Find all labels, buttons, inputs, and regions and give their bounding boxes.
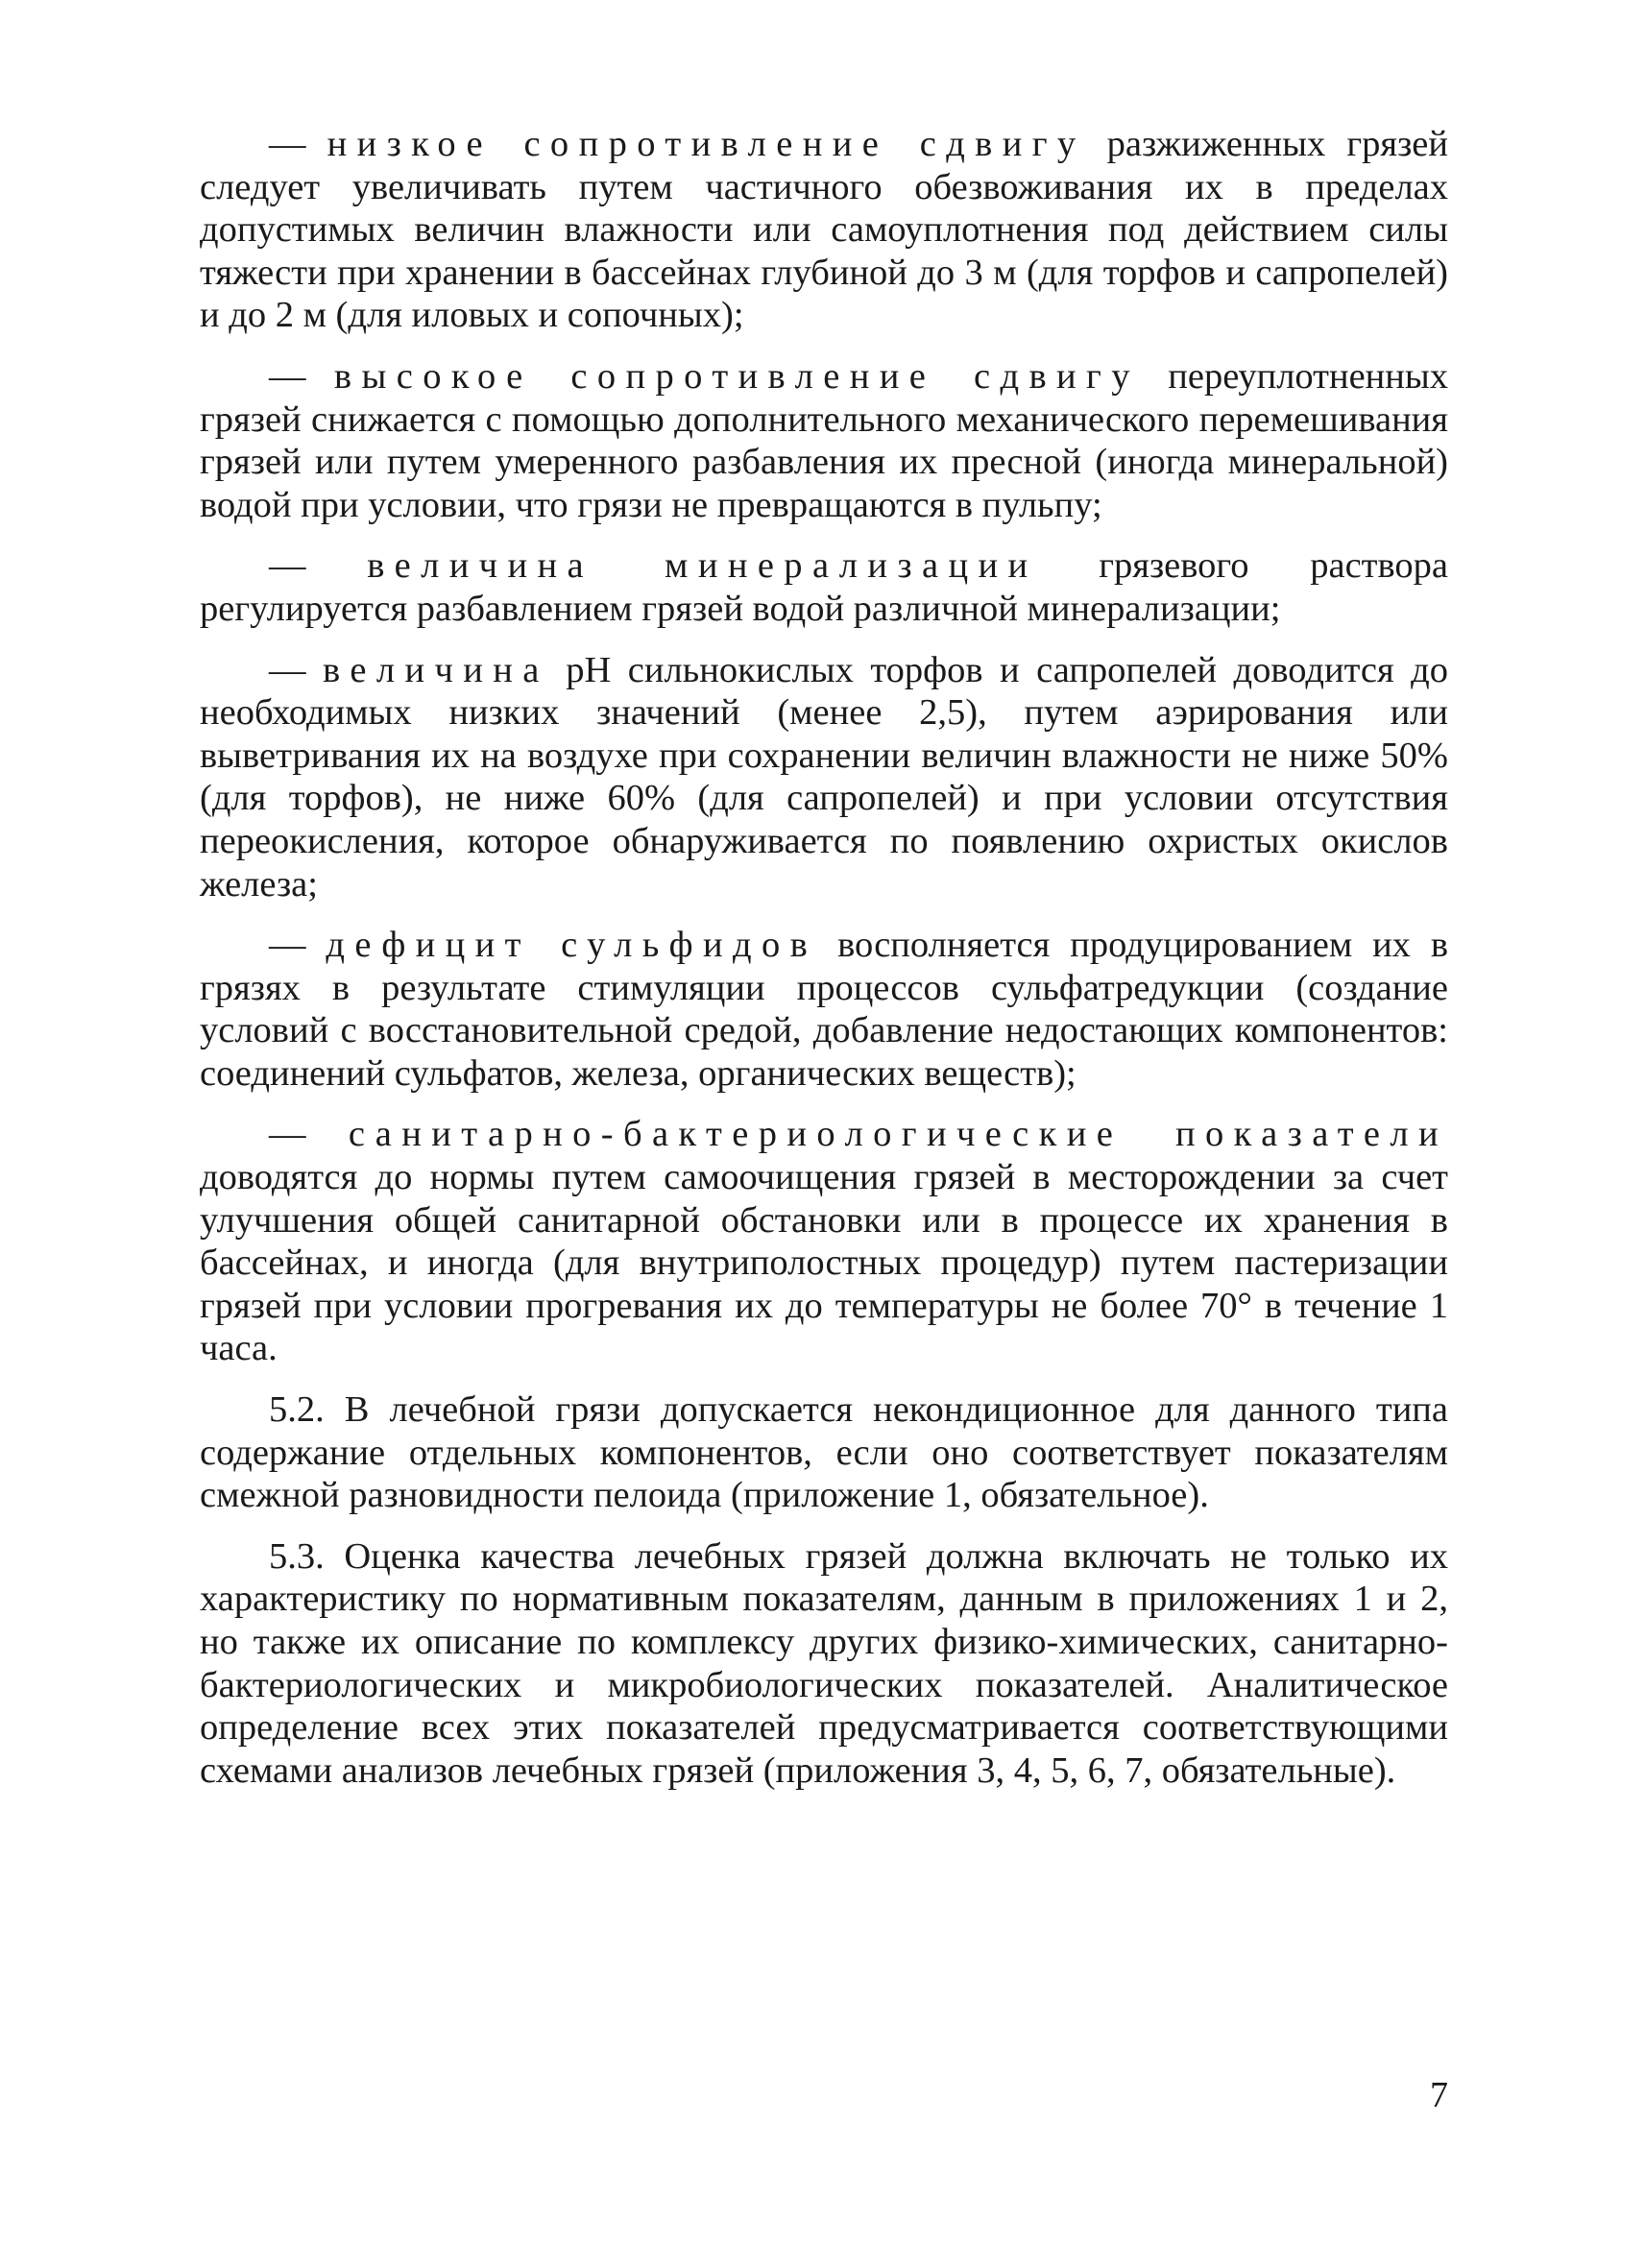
term: величина минерализации [367, 545, 1038, 587]
item-text: pH сильнокислых торфов и сапропелей доводится до необходимых низких значений (менее 2,5), путем аэрирования или выветривания их на воздухе при сохранении величин влажности не ниже 50% (для торфов), не ниже 60% (для сапропелей) и при условии отсутствия переокисления, которое обнаруживается по появлению охристых окислов железа; [200, 649, 1449, 905]
list-item [200, 544, 1448, 630]
item-text: восполняется продуцированием их в грязях в результате стимуляции процессов сульфатредукции (создание условий с восстановительной средой, добавление недостающих компонентов: соединений сульфатов, железа, органических веществ); [200, 925, 1448, 1094]
section-5-2: 5.2. В лечебной грязи допускается некондиционное для данного типа содержание отдельных компонентов, если оно соответствует показателям смежной разновидности пелоида (приложение 1, обязательное). [200, 1389, 1448, 1516]
term: высокое сопротивление сдвигу [333, 355, 1140, 397]
term: величина [323, 649, 549, 690]
dash: — [269, 925, 327, 966]
list-item [200, 355, 1448, 526]
dash: — [269, 1114, 349, 1155]
dash: — [269, 649, 324, 690]
dash: — [269, 355, 334, 397]
term: дефицит сульфидов [326, 925, 818, 966]
list-item [200, 924, 1448, 1095]
item-text: разжиженных грязей следует увеличивать путем частичного обезвоживания их в пределах допустимых величин влажности или самоуплотнения под действием силы тяжести при хранении в бассейнах глубиной до 3 м (для торфов и сапропелей) и до 2 м (для иловых и сопочных); [200, 124, 1448, 336]
item-text: грязевого раствора регулируется разбавлением грязей водой различной минерализации; [200, 545, 1449, 629]
section-5-3: 5.3. Оценка качества лечебных грязей должна включать не только их характеристику по нормативным показателям, данным в приложениях 1 и 2, но также их описание по комплексу других физико-химических, санитарно-бактериологических и микробиологических показателей. Аналитическое определение всех этих показателей предусматривается соответствующими схемами анализов лечебных грязей (приложения 3, 4, 5, 6, 7, обязательные). [200, 1535, 1448, 1791]
term: санитарно-бактериологические показатели [348, 1114, 1449, 1155]
dash: — [269, 545, 368, 587]
list-item [200, 1113, 1448, 1370]
item-text: переуплотненных грязей снижается с помощью дополнительного механического перемешивания грязей или путем умеренного разбавления их пресной (иногда минеральной) водой при условии, что грязи не превращаются в пульпу; [200, 355, 1448, 525]
dash: — [269, 124, 327, 164]
item-text: доводятся до нормы путем самоочищения грязей в месторождении за счет улучшения общей санитарной обстановки или в процессе их хранения в бассейнах, и иногда (для внутриполостных процедур) путем пастеризации грязей при условии прогревания их до температуры не более 70° в течение 1 часа. [200, 1157, 1448, 1369]
page-number: 7 [1430, 2075, 1448, 2115]
list-item [200, 649, 1448, 906]
document-page [200, 123, 1448, 1810]
term: низкое сопротивление сдвигу [327, 124, 1086, 164]
list-item [200, 123, 1448, 337]
